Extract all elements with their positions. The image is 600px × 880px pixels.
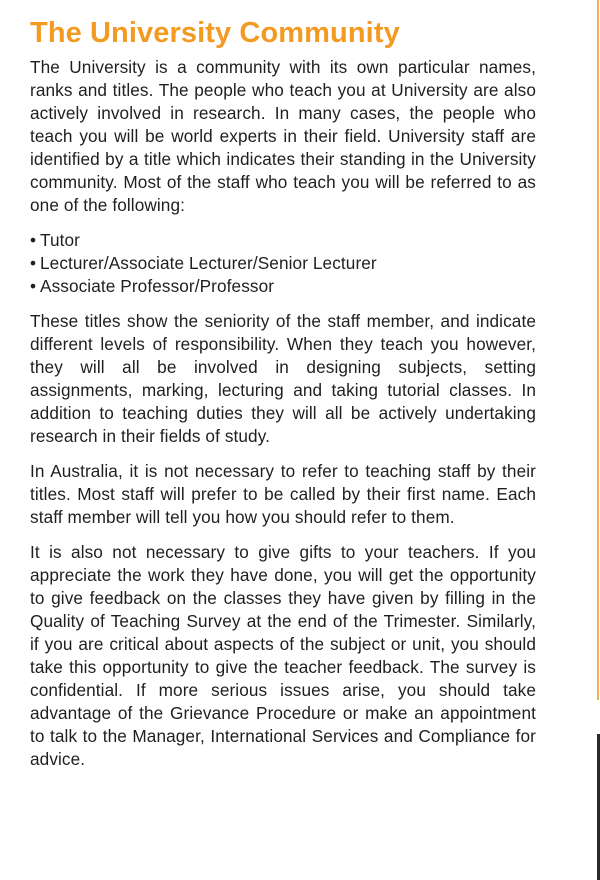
list-item	[30, 275, 536, 298]
list-item-label: Lecturer/Associate Lecturer/Senior Lecturer	[40, 253, 377, 273]
list-item-label: Tutor	[40, 230, 80, 250]
list-item	[30, 252, 536, 275]
intro-paragraph: The University is a community with its own particular names, ranks and titles. The people who teach you at University are also actively involved in research. In many cases, the people who teach you will be world experts in their field. University staff are identified by a title which indicates their standing in the University community. Most of the staff who teach you will be referred to as one of the following:	[30, 57, 536, 215]
bullet-icon: •	[30, 276, 37, 296]
staff-title-list	[30, 229, 536, 298]
seniority-paragraph: These titles show the seniority of the staff member, and indicate different levels of responsibility. When they teach you however, they will all be involved in designing subjects, setting assignments, marking, lecturing and taking tutorial classes. In addition to teaching duties they will all be actively undertaking research in their fields of study.	[30, 311, 536, 446]
bullet-icon: •	[30, 253, 37, 273]
gifts-feedback-paragraph: It is also not necessary to give gifts to your teachers. If you appreciate the work they have done, you will get the opportunity to give feedback on the classes they have given by filling in the Quality of Teaching Survey at the end of the Trimester. Similarly, if you are critical about aspects of the subject or unit, you should take this opportunity to give the teacher feedback. The survey is confidential. If more serious issues arise, you should take advantage of the Grievance Procedure or make an appointment to talk to the Manager, International Services and Compliance for advice.	[30, 542, 536, 769]
list-item	[30, 229, 536, 252]
page-edge-rule-top	[597, 0, 599, 700]
titles-paragraph: In Australia, it is not necessary to refer to teaching staff by their titles. Most staff will prefer to be called by their first name. Each staff member will tell you how you should refer to them.	[30, 461, 536, 527]
page-title: The University Community	[30, 17, 400, 49]
document-page	[30, 16, 536, 783]
bullet-icon: •	[30, 230, 37, 250]
list-item-label: Associate Professor/Professor	[40, 276, 275, 296]
